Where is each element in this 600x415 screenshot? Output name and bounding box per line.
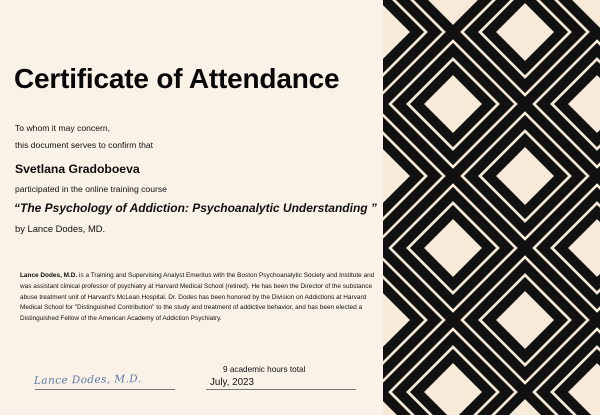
instructor-line: by Lance Dodes, MD.	[15, 223, 106, 234]
instructor-bio-text: is a Training and Supervising Analyst Emeritus with the Boston Psychoanalytic Society and Institute and was assistant clinical professor of psychiatry at Harvard Medical School (retired). He has been the Director of the substance abuse treatment unit of Harvard's McLean Hospital. Dr. Dodes has been honored by the Division on Addictions at Harvard Medical School for "Distinguished Contribution" to the study and treatment of addictive behavior, and has been elected a Distinguished Fellow of the American Academy of Addiction Psychiatry.	[20, 272, 375, 323]
signature-line	[35, 389, 175, 390]
salutation: To whom it may concern,	[15, 123, 111, 133]
recipient-name: Svetlana Gradoboeva	[15, 162, 140, 176]
instructor-bio-name: Lance Dodes, M.D.	[20, 272, 78, 279]
certificate-content	[14, 0, 379, 415]
participation-line: participated in the online training course	[15, 184, 167, 194]
course-title: “The Psychology of Addiction: Psychoanalytic Understanding ”	[14, 201, 377, 215]
date-line	[206, 389, 356, 390]
confirmation-line: this document serves to confirm that	[15, 140, 154, 150]
signature: Lance Dodes, M.D.	[33, 373, 142, 387]
academic-hours: 9 academic hours total	[223, 365, 306, 374]
certificate-date: July, 2023	[210, 377, 254, 388]
instructor-bio	[20, 271, 375, 325]
certificate-title: Certificate of Attendance	[14, 63, 340, 94]
diamond-pattern-icon	[383, 0, 600, 415]
geometric-pattern-panel	[383, 0, 600, 415]
